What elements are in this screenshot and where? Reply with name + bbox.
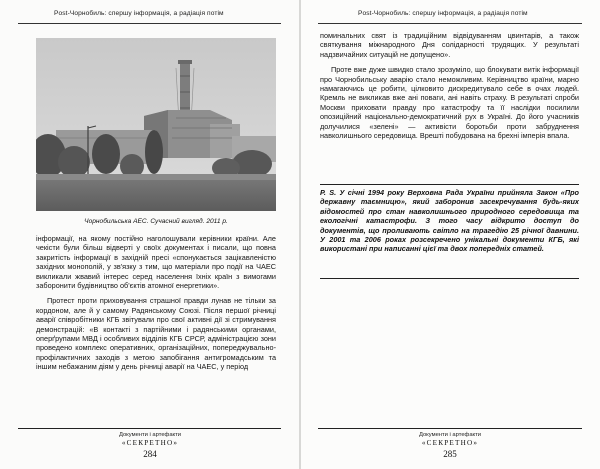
photo-caption: Чорнобильська АЕС. Сучасний вигляд. 2011 р. xyxy=(84,218,228,225)
footer-label-right: Документи і артефакти xyxy=(418,432,482,438)
footer-series-left: «СЕКРЕТНО» xyxy=(121,439,179,447)
footer-rule-right xyxy=(318,428,582,429)
chernobyl-photo xyxy=(36,38,276,211)
footer-rule-left xyxy=(18,428,281,429)
header-rule-left xyxy=(18,23,281,24)
running-header-left: Post-Чорнобиль: спершу інформація, а радіація потім xyxy=(54,10,224,17)
right-paragraph-1: поминальних свят із традиційним відвідуванням цвинтарів, а також святкування міжнародного Дня солідарності трудящих. У результаті надзвичайних ситуацій не допущено». xyxy=(320,31,579,59)
header-rule-right xyxy=(318,23,582,24)
left-paragraph-2: Протест проти приховування страшної правди лунав не тільки за кордоном, але й у самому Радянському Союзі. Після першої річниці аварії співробітники КГБ звітували про свої активні дії зі стримування демонстрацій: «В контакті з партійними і радянськими органами, оперґрупами МВД і особливих відділів КГБ СРСР, адміністрацією зони проведено комплекс оперативних, організаційних, попереджувально-профілактичних заходів з метою запобігання антигромадським та іншим небажаним діям у день річниці аварії на ЧАЕС, у період xyxy=(36,296,276,372)
left-page xyxy=(0,0,299,469)
ps-bottom-rule xyxy=(320,278,579,279)
ps-top-rule xyxy=(320,184,579,185)
left-body-text xyxy=(36,234,276,378)
right-paragraph-2: Проте вже дуже швидко стало зрозуміло, що блокувати витік інформації про Чорнобильську аварію стало неможливим. Керівництво країни, марно намагаючись це робити, цілковито дискредитувало себе в очах людей. Кремль не викликав вже ані поваги, ані навіть страху. В результаті спроби Москви приховати правду про катастрофу та її наслідки посилили опозиційний національно-демократичний рух в Україні. До його учасників долучилися «зелені» — активісти боротьби проти забруднення навколишнього середовища. Врешті побудована на брехні імперія впала. xyxy=(320,65,579,141)
page-number-right: 285 xyxy=(443,449,457,459)
page-number-left: 284 xyxy=(143,449,157,459)
ps-note: P. S. У січні 1994 року Верховна Рада України прийняла Закон «Про державну таємницю», який заборонив засекречування будь-яких відомостей про стан навколишнього природного середовища та екологічні катастрофи. З того часу відкрито доступ до документів, що проливають світло на трагедію 25 річної давнини. У 2001 та 2006 роках розсекречено унікальні документи КГБ, які використані при написанні цієї та двох попередніх статей. xyxy=(320,188,579,254)
right-body-text xyxy=(320,31,579,146)
running-header-right: Post-Чорнобиль: спершу інформація, а радіація потім xyxy=(358,10,528,17)
footer-label-left: Документи і артефакти xyxy=(118,432,182,438)
left-paragraph-1: інформації, на якому постійно наголошували керівники країни. Але чекісти були більш відверті у своїх документах і писали, що повна закритість інформації в західній пресі «спонукається зацікавленістю західних монополій, у зв'язку з тим, що матеріали про події на ЧАЕС викликали жвавий інтерес серед населення їхніх країн з вимогами заборонити будівництво об'єктів атомної енергетики». xyxy=(36,234,276,291)
footer-series-right: «СЕКРЕТНО» xyxy=(421,439,479,447)
